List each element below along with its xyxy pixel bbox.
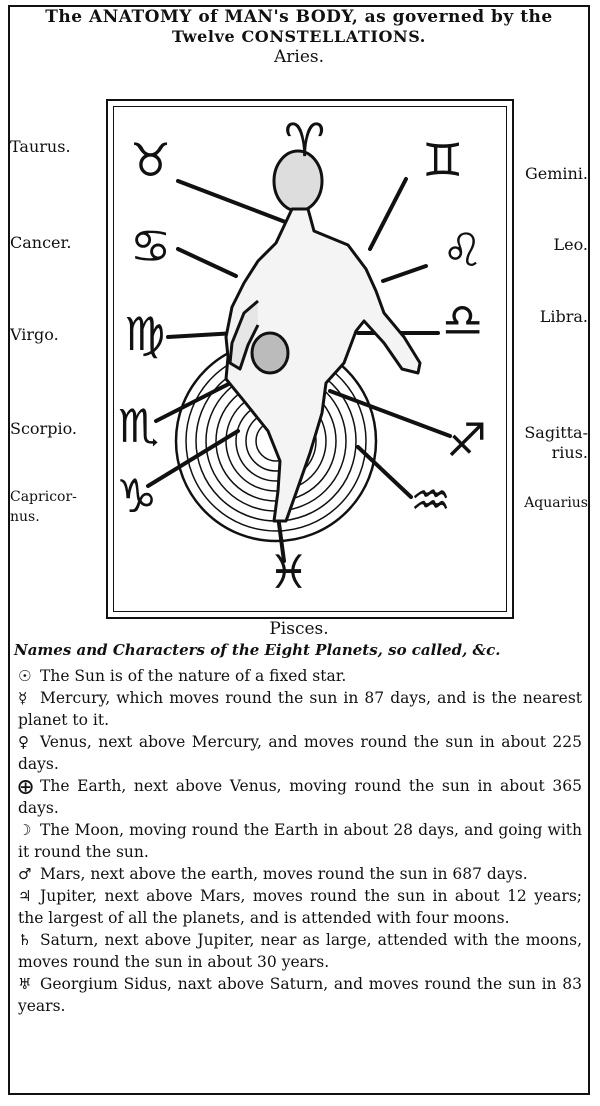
sagittarius-label-line2: rius.: [551, 443, 588, 462]
planet-list: [14, 665, 582, 1017]
libra-label: Libra.: [539, 307, 588, 326]
planet-entry-mars: [14, 863, 582, 885]
planet-text: Jupiter, next above Mars, moves round the sun in about 12 years; the largest of all the planets, and is attended with four moons.: [18, 887, 582, 927]
mercury-icon: ☿: [18, 689, 28, 707]
planet-entry-jupiter: [14, 885, 582, 929]
planet-text: Mars, next above the earth, moves round the sun in 687 days.: [40, 865, 528, 883]
aquarius-symbol-icon: ♒: [410, 473, 452, 527]
venus-icon: ♀: [18, 733, 29, 751]
moon-icon: ☽: [18, 821, 32, 839]
jupiter-icon: ♃: [18, 887, 32, 905]
planet-text: The Earth, next above Venus, moving round the sun in about 365 days.: [18, 777, 582, 817]
page-subtitle: Twelve CONSTELLATIONS.: [172, 27, 426, 46]
libra-symbol-icon: ♎: [442, 293, 484, 347]
mars-icon: ♂: [18, 865, 32, 883]
aries-label: Aries.: [273, 47, 325, 67]
planet-text: The Moon, moving round the Earth in about 28 days, and going with it round the sun.: [18, 821, 582, 861]
scorpio-label: Scorpio.: [10, 419, 77, 438]
zodiac-lines: [148, 179, 450, 561]
scorpio-symbol-icon: ♏: [118, 399, 160, 453]
aries-symbol-icon: ♈: [284, 113, 326, 167]
planet-entry-earth: [14, 775, 582, 819]
earth-icon: ⨁: [18, 777, 33, 795]
virgo-label: Virgo.: [10, 325, 59, 344]
planet-entry-saturn: [14, 929, 582, 973]
globe-engraving: [176, 341, 376, 541]
sagittarius-symbol-icon: ♐: [446, 413, 488, 467]
page-title: The ANATOMY of MAN's BODY, as governed by the: [45, 7, 553, 27]
capricornus-label-line1: Capricor-: [10, 489, 77, 505]
illustration-frame: [106, 99, 514, 619]
cancer-symbol-icon: ♋: [130, 219, 172, 273]
planet-text: Mercury, which moves round the sun in 87 days, and is the nearest planet to it.: [18, 689, 582, 729]
gemini-label: Gemini.: [524, 164, 588, 183]
planet-text: Georgium Sidus, naxt above Saturn, and moves round the sun in 83 years.: [18, 975, 582, 1015]
pisces-symbol-icon: ♓: [268, 545, 310, 599]
leo-label: Leo.: [553, 235, 588, 254]
aquarius-label: Aquarius: [524, 495, 588, 511]
page-header: [10, 7, 588, 67]
almanac-page: [8, 5, 590, 1095]
gemini-symbol-icon: ♊: [422, 133, 464, 187]
planet-entry-moon: [14, 819, 582, 863]
capricornus-symbol-icon: ♑: [116, 469, 158, 523]
sun-icon: ☉: [18, 667, 32, 685]
planet-text: The Sun is of the nature of a fixed star.: [40, 667, 347, 685]
planet-entry-mercury: [14, 687, 582, 731]
virgo-symbol-icon: ♍: [124, 307, 166, 361]
cancer-label: Cancer.: [10, 233, 72, 252]
georgium-sidus-icon: ♅: [18, 975, 32, 993]
planets-heading: Names and Characters of the Eight Planets, so called, &c.: [14, 641, 501, 659]
planet-entry-sun: [14, 665, 582, 687]
taurus-label: Taurus.: [10, 137, 71, 156]
capricornus-label: [10, 487, 77, 527]
sagittarius-label: [524, 423, 588, 463]
capricornus-label-line2: nus.: [10, 509, 40, 525]
pisces-label: Pisces.: [269, 619, 329, 639]
planet-entry-georgium-sidus: [14, 973, 582, 1017]
planet-entry-venus: [14, 731, 582, 775]
leo-symbol-icon: ♌: [442, 223, 484, 277]
human-figure: [226, 151, 420, 521]
sagittarius-label-line1: Sagitta-: [524, 423, 588, 442]
planet-text: Saturn, next above Jupiter, near as large, attended with the moons, moves round the sun in about 30 years.: [18, 931, 582, 971]
saturn-icon: ♄: [18, 931, 32, 949]
taurus-symbol-icon: ♉: [130, 133, 172, 187]
planet-text: Venus, next above Mercury, and moves round the sun in about 225 days.: [18, 733, 582, 773]
